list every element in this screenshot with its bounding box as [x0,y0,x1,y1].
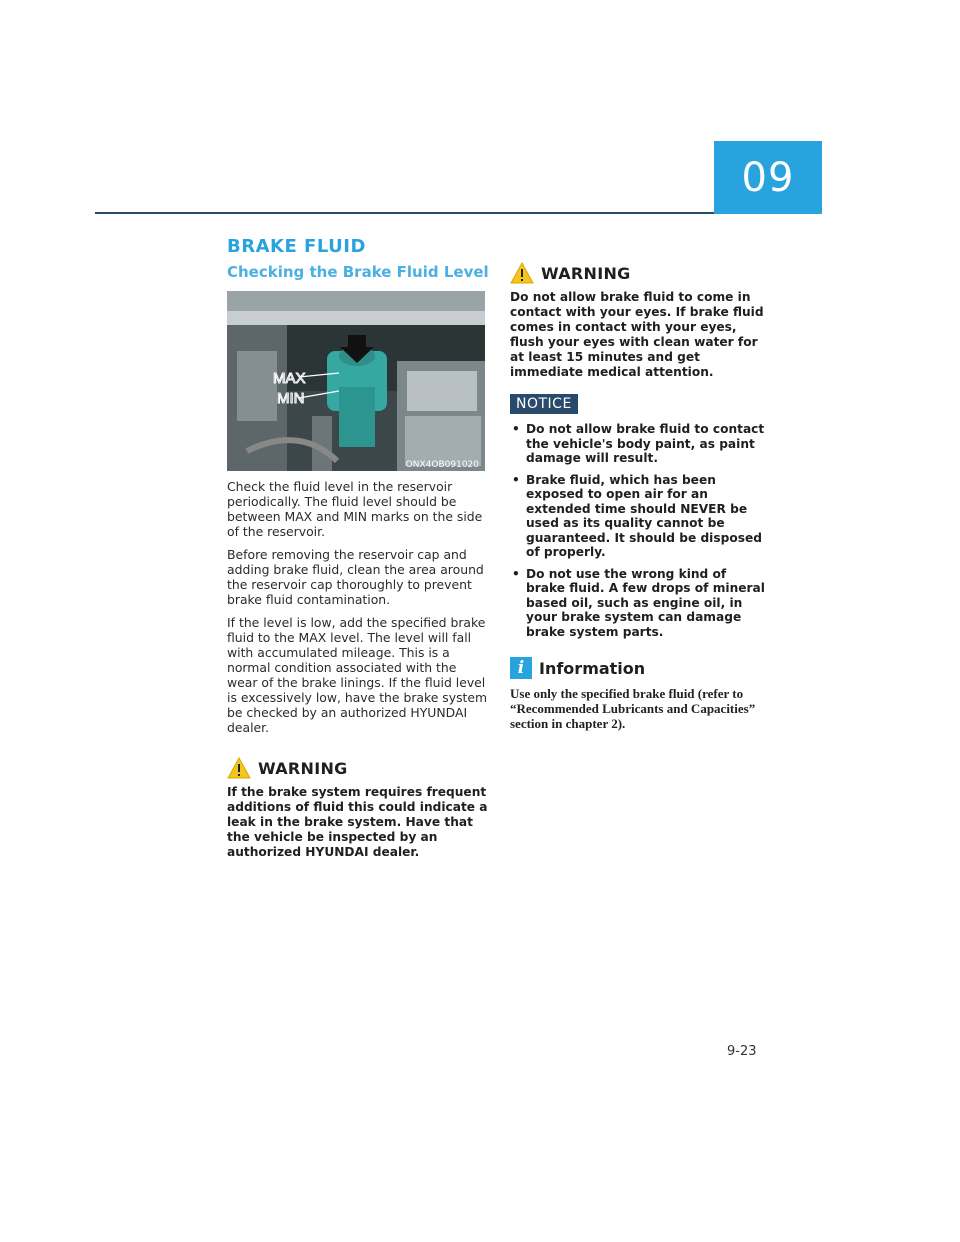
information-header [510,657,768,679]
min-label: MIN [277,390,305,407]
left-column [227,236,489,860]
warning-title: WARNING [541,263,631,283]
warning-icon [510,262,534,284]
right-column [510,262,768,731]
notice-item: • Do not use the wrong kind of brake fluid. A few drops of mineral based oil, such as engine oil, in your brake system can damage brake system parts. [512,566,765,639]
notice-item: • Brake fluid, which has been exposed to open air for an extended time should NEVER be used as its quality cannot be guaranteed. It should be disposed of properly. [512,472,762,559]
section-title: BRAKE FLUID [227,236,366,257]
warning-title: WARNING [258,758,348,778]
warning-text: If the brake system requires frequent additions of fluid this could indicate a leak in the brake system. Have that the vehicle be inspected by an authorized HYUNDAI dealer. [227,785,488,859]
warning-text: Do not allow brake fluid to come in contact with your eyes. If brake fluid comes in contact with your eyes, flush your eyes with clean water for at least 15 minutes and get immediate medical attention. [510,290,764,379]
notice-item: • Do not allow brake fluid to contact the vehicle's body paint, as paint damage will result. [512,422,765,465]
engine-bay-photo [227,291,485,471]
body-paragraph-3: If the level is low, add the specified brake fluid to the MAX level. The level will fall with accumulated mileage. This is a normal condition associated with the wear of the brake linings. If the fluid level is excessively low, have the brake system be checked by an authorized HYUNDAI dealer. [227,615,488,735]
chapter-tab: 09 [714,141,822,214]
information-icon: i [510,657,532,679]
page-number: 9-23 [727,1044,757,1059]
warning-box-right [510,262,768,380]
notice-list [510,422,768,639]
engine-bay-illustration [227,291,485,471]
warning-icon [227,757,251,779]
section-subtitle: Checking the Brake Fluid Level [227,263,489,281]
information-title: Information [539,658,646,678]
body-paragraph-2: Before removing the reservoir cap and adding brake fluid, clean the area around the reservoir cap thoroughly to prevent brake fluid contamination. [227,547,484,607]
max-label: MAX [273,370,306,387]
warning-box-left [227,757,489,860]
header-rule [95,212,715,214]
information-text: Use only the specified brake fluid (refer to “Recommended Lubricants and Capacities” section in chapter 2). [510,686,756,731]
body-paragraph-1: Check the fluid level in the reservoir periodically. The fluid level should be between MAX and MIN marks on the side of the reservoir. [227,479,483,539]
figure-code: ONX4OB091020 [405,460,479,470]
notice-badge: NOTICE [510,394,578,414]
